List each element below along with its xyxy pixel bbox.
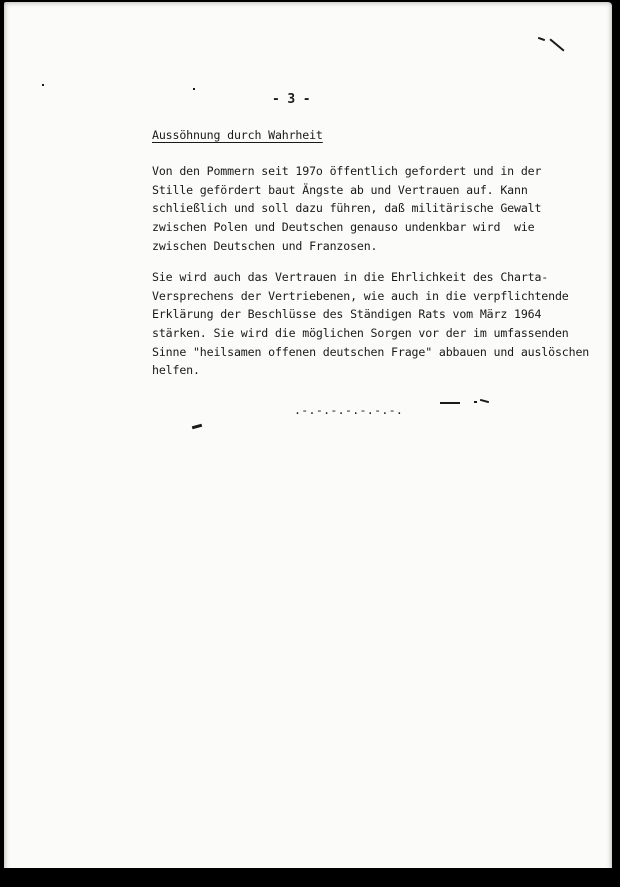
paragraph-1 — [152, 162, 541, 255]
text-line: Sinne "heilsamen offenen deutschen Frage" abbauen und auslöschen — [152, 344, 590, 359]
scan-speck — [474, 401, 477, 403]
text-line: Von den Pommern seit 197o öffentlich gefordert und in der — [152, 164, 542, 178]
section-heading: Aussöhnung durch Wahrheit — [152, 128, 323, 142]
text-line: zwischen Polen und Deutschen genauso undenkbar wird wie — [152, 220, 535, 235]
page-number: - 3 - — [272, 92, 311, 107]
text-line: helfen. — [152, 363, 200, 378]
text-line: stärken. Sie wird die möglichen Sorgen vor der im umfassenden — [152, 326, 569, 341]
text-line: zwischen Deutschen und Franzosen. — [152, 238, 378, 253]
text-line: Sie wird auch das Vertrauen in die Ehrlichkeit des Charta- — [152, 270, 549, 284]
scan-speck — [42, 84, 44, 86]
scan-bottom-edge — [0, 868, 620, 887]
paragraph-2 — [152, 268, 589, 380]
scan-speck — [440, 402, 460, 404]
text-line: Stille gefördert baut Ängste ab und Vertrauen auf. Kann — [152, 182, 528, 197]
text-line: Erklärung der Beschlüsse des Ständigen Rats vom März 1964 — [152, 307, 542, 322]
closing-dash-line: .-.-.-.-.-.-.-. — [294, 403, 404, 417]
scan-speck — [193, 88, 195, 90]
text-line: Versprechens der Vertriebenen, wie auch in die verpflichtende — [152, 288, 569, 303]
text-line: schließlich und soll dazu führen, daß militärische Gewalt — [152, 201, 542, 216]
